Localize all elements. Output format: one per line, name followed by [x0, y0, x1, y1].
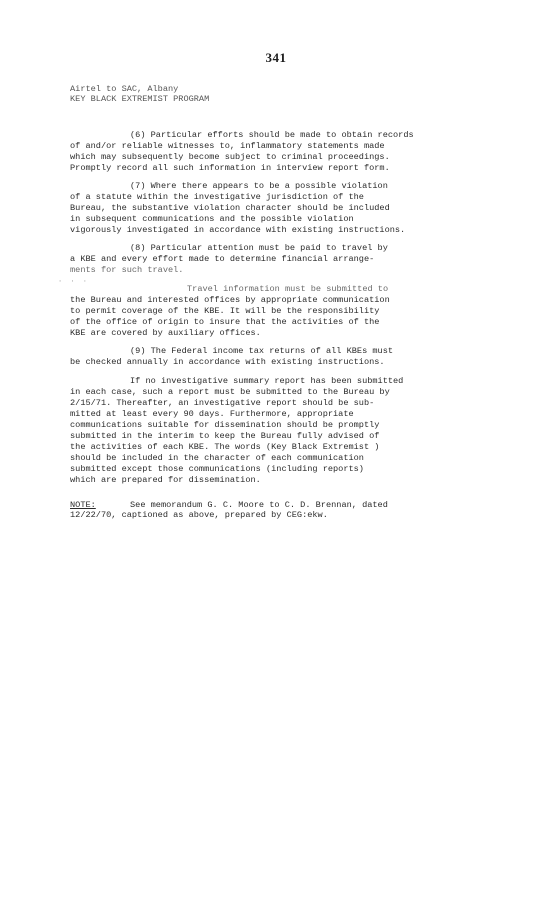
paragraph-line: which may subsequently become subject to criminal proceedings.: [70, 152, 390, 162]
paragraph-line: (7) Where there appears to be a possible violation: [130, 181, 388, 191]
header-program-title: KEY BLACK EXTREMIST PROGRAM: [70, 94, 210, 104]
paragraph-line: Promptly record all such information in interview report form.: [70, 163, 390, 173]
paragraph-line: submitted except those communications (including reports): [70, 464, 364, 474]
paragraph-line: vigorously investigated in accordance with existing instructions.: [70, 225, 406, 235]
paragraph-line: a KBE and every effort made to determine financial arrange-: [70, 254, 375, 264]
paragraph-summary-report: [70, 376, 450, 486]
paragraph-line: KBE are covered by auxiliary offices.: [70, 328, 261, 338]
paragraph-line: in subsequent communications and the possible violation: [70, 214, 354, 224]
paragraph-line: (6) Particular efforts should be made to obtain records: [130, 130, 414, 140]
document-header: [70, 84, 470, 104]
note-text: See memorandum G. C. Moore to C. D. Brennan, dated: [130, 500, 388, 510]
paragraph-line: of the office of origin to insure that the activities of the: [70, 317, 380, 327]
paragraph-line: in each case, such a report must be submitted to the Bureau by: [70, 387, 390, 397]
paragraph-6: [70, 130, 450, 174]
paragraph-9: [70, 346, 450, 368]
paragraph-line: should be included in the character of each communication: [70, 453, 364, 463]
paragraph-line: to permit coverage of the KBE. It will be the responsibility: [70, 306, 380, 316]
paragraph-line: of a statute within the investigative jurisdiction of the: [70, 192, 364, 202]
note-text-continued: 12/22/70, captioned as above, prepared by CEG:ekw.: [70, 510, 328, 520]
paragraph-line: Bureau, the substantive violation character should be included: [70, 203, 390, 213]
paragraph-line: the Bureau and interested offices by appropriate communication: [70, 295, 390, 305]
paragraph-line: communications suitable for dissemination should be promptly: [70, 420, 380, 430]
paragraph-line: of and/or reliable witnesses to, inflammatory statements made: [70, 141, 385, 151]
header-addressee: Airtel to SAC, Albany: [70, 84, 179, 94]
note-block: [70, 500, 470, 520]
paragraph-line: If no investigative summary report has been submitted: [130, 376, 404, 386]
paragraph-line: ments for such travel.: [70, 265, 184, 275]
paragraph-line: 2/15/71. Thereafter, an investigative report should be sub-: [70, 398, 375, 408]
page-number: 341: [265, 50, 287, 65]
paragraph-line: Travel information must be submitted to: [187, 284, 389, 294]
scan-speck-marks: · · ·: [58, 278, 90, 286]
paragraph-line: submitted in the interim to keep the Bureau fully advised of: [70, 431, 380, 441]
note-label: NOTE:: [70, 500, 96, 510]
paragraph-line: which are prepared for dissemination.: [70, 475, 261, 485]
paragraph-line: (9) The Federal income tax returns of all KBEs must: [130, 346, 394, 356]
paragraph-line: be checked annually in accordance with existing instructions.: [70, 357, 385, 367]
paragraph-8-continued: [70, 284, 450, 339]
paragraph-line: the activities of each KBE. The words (Key Black Extremist ): [70, 442, 380, 452]
paragraph-7: [70, 181, 450, 236]
paragraph-8: [70, 243, 450, 276]
paragraph-line: (8) Particular attention must be paid to travel by: [130, 243, 388, 253]
paragraph-line: mitted at least every 90 days. Furthermore, appropriate: [70, 409, 354, 419]
